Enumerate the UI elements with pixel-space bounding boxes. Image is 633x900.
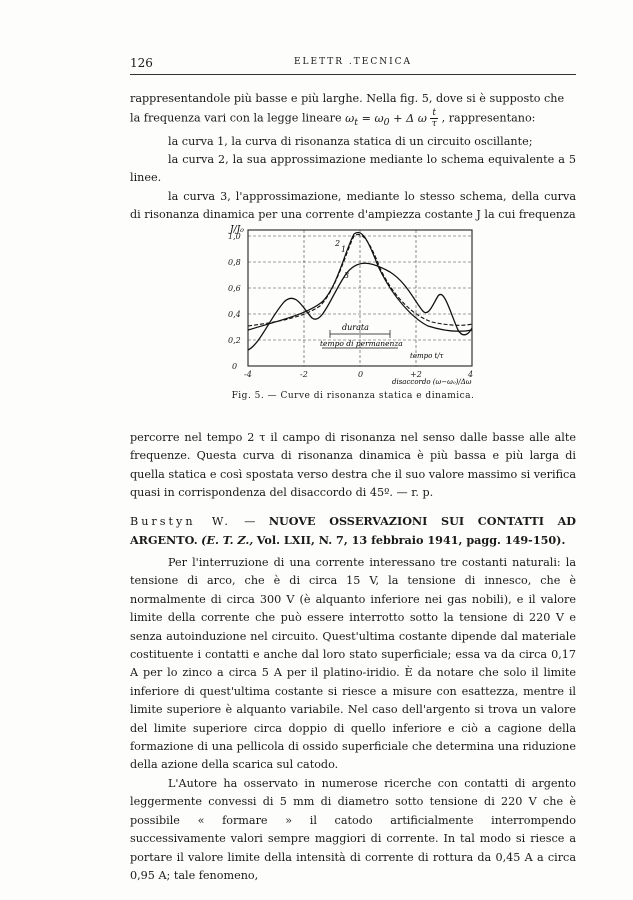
frequency-formula	[345, 108, 438, 130]
x-tick: -4	[244, 370, 252, 379]
heading-dash: —	[230, 515, 269, 528]
annotation-disaccordo: disaccordo (ω−ω₀)/Δω	[392, 378, 472, 386]
resonance-curve-figure	[222, 222, 490, 390]
paragraph-interruption	[130, 554, 576, 885]
y-tick: 0,8	[228, 258, 241, 267]
curve-label: 1	[341, 245, 347, 254]
fraction-denominator: τ	[431, 119, 437, 130]
formula-eq: = ω	[358, 111, 384, 125]
header-rule	[130, 74, 576, 75]
formula-sub-0: 0	[383, 117, 390, 129]
page-number: 126	[130, 56, 153, 70]
x-tick: 4	[468, 370, 474, 379]
citation-journal: (E. T. Z.,	[201, 533, 254, 548]
curve-item-2: la curva 2, la sua approssimazione mediante lo schema equivalente a 5 linee.	[130, 152, 576, 185]
y-tick-labels	[228, 232, 241, 371]
y-tick: 0,2	[228, 336, 241, 345]
paragraph-resonance-intro	[130, 90, 576, 225]
article-author: Burstyn W.	[130, 515, 231, 528]
y-tick: 0,6	[228, 284, 241, 293]
article-heading	[130, 512, 576, 551]
annotation-tempo: tempo t/τ	[410, 352, 444, 360]
running-title: ELETTR .TECNICA	[293, 57, 413, 67]
formula-rest: + Δ ω	[389, 111, 427, 125]
paragraph-dynamic-resonance	[130, 429, 576, 503]
x-tick: +2	[410, 370, 422, 379]
formula-omega: ω	[345, 111, 355, 125]
fraction-numerator: t	[432, 108, 437, 119]
y-tick: 1,0	[228, 232, 241, 241]
para1-line1: rappresentandole più basse e più larghe. Nella fig. 5, dove si è supposto che	[130, 92, 565, 105]
annotation-tempo-permanenza: tempo di permanenza	[320, 339, 403, 348]
curve-label: 3	[344, 271, 350, 280]
y-tick: 0,4	[228, 310, 241, 319]
annotation-durata: durata	[342, 323, 369, 332]
para4-text: L'Autore ha osservato in numerose ricerche con contatti di argento leggermente convessi di 5 mm di diametro sotto tensione di 220 V che è possibile « formare » il catodo artificialmente interrompendo successivamente valori sempre maggiori di corrente. In tal modo si riesce a portare il valore limite della intensità di corrente di rottura da 0,45 A a circa 0,95 A; tale fenomeno,	[130, 776, 576, 882]
y-axis-label: J/J₀	[230, 225, 244, 235]
x-tick: 0	[358, 370, 364, 379]
curve-label: 2	[335, 239, 341, 248]
para1-line2-text: la frequenza vari con la legge lineare	[130, 111, 342, 125]
para2-text: percorre nel tempo 2 τ il campo di risonanza nel senso dalle basse alle alte frequenze. Questa curva di risonanza dinamica è più bassa e più larga di quella statica e così spostata verso destra che il suo valore massimo si verifica quasi in corrispondenza del disaccordo di 45º. — r. p.	[130, 431, 576, 500]
curve-item-1: la curva 1, la curva di risonanza statica di un circuito oscillante;	[168, 134, 533, 148]
formula-fraction	[430, 108, 438, 129]
para3-text: Per l'interruzione di una corrente interessano tre costanti naturali: la tensione di arco, che è di circa 15 V, la tensione di innesco, che è normalmente di circa 300 V (è alquanto inferiore nei gas nobili), e il valore limite della corrente che può essere interrotto sotto la tensione di 220 V e senza autoinduzione nel circuito. Quest'ultima costante dipende dal materiale costituente i contatti e anche dal loro stato superficiale; essa va da circa 0,17 A per lo zinco a circa 5 A per il platino-iridio. È da notare che solo il limite inferiore di quest'ultima costante si riesce a misure con esattezza, mentre il limite superiore è alquanto variabile. Nel caso dell'argento si trova un valore del limite superiore circa doppio di quello inferiore e ciò a cagione della formazione di una pellicola di ossido superficiale che determina una riduzione della azione della scarica sul catodo.	[130, 556, 576, 772]
para1-line2	[130, 108, 576, 132]
figure-caption: Fig. 5. — Curve di risonanza statica e dinamica.	[231, 391, 475, 401]
y-tick: 0	[232, 362, 238, 371]
para1-line2-end: , rappresentano:	[441, 111, 536, 125]
curve-labels	[334, 239, 349, 280]
curve-item-3: la curva 3, l'approssimazione, mediante lo stesso schema, della curva di risonanza dinamica per una corrente d'ampiezza costante J la cui frequenza	[130, 189, 576, 222]
x-tick: -2	[300, 370, 308, 379]
formula-sub-t: t	[354, 117, 359, 129]
page-header	[130, 56, 576, 72]
article-title: NUOVE OSSERVAZIONI SUI CONTATTI AD ARGENTO.	[130, 514, 576, 548]
citation-details: Vol. LXII, N. 7, 13 febbraio 1941, pagg. 149-150).	[256, 533, 566, 548]
